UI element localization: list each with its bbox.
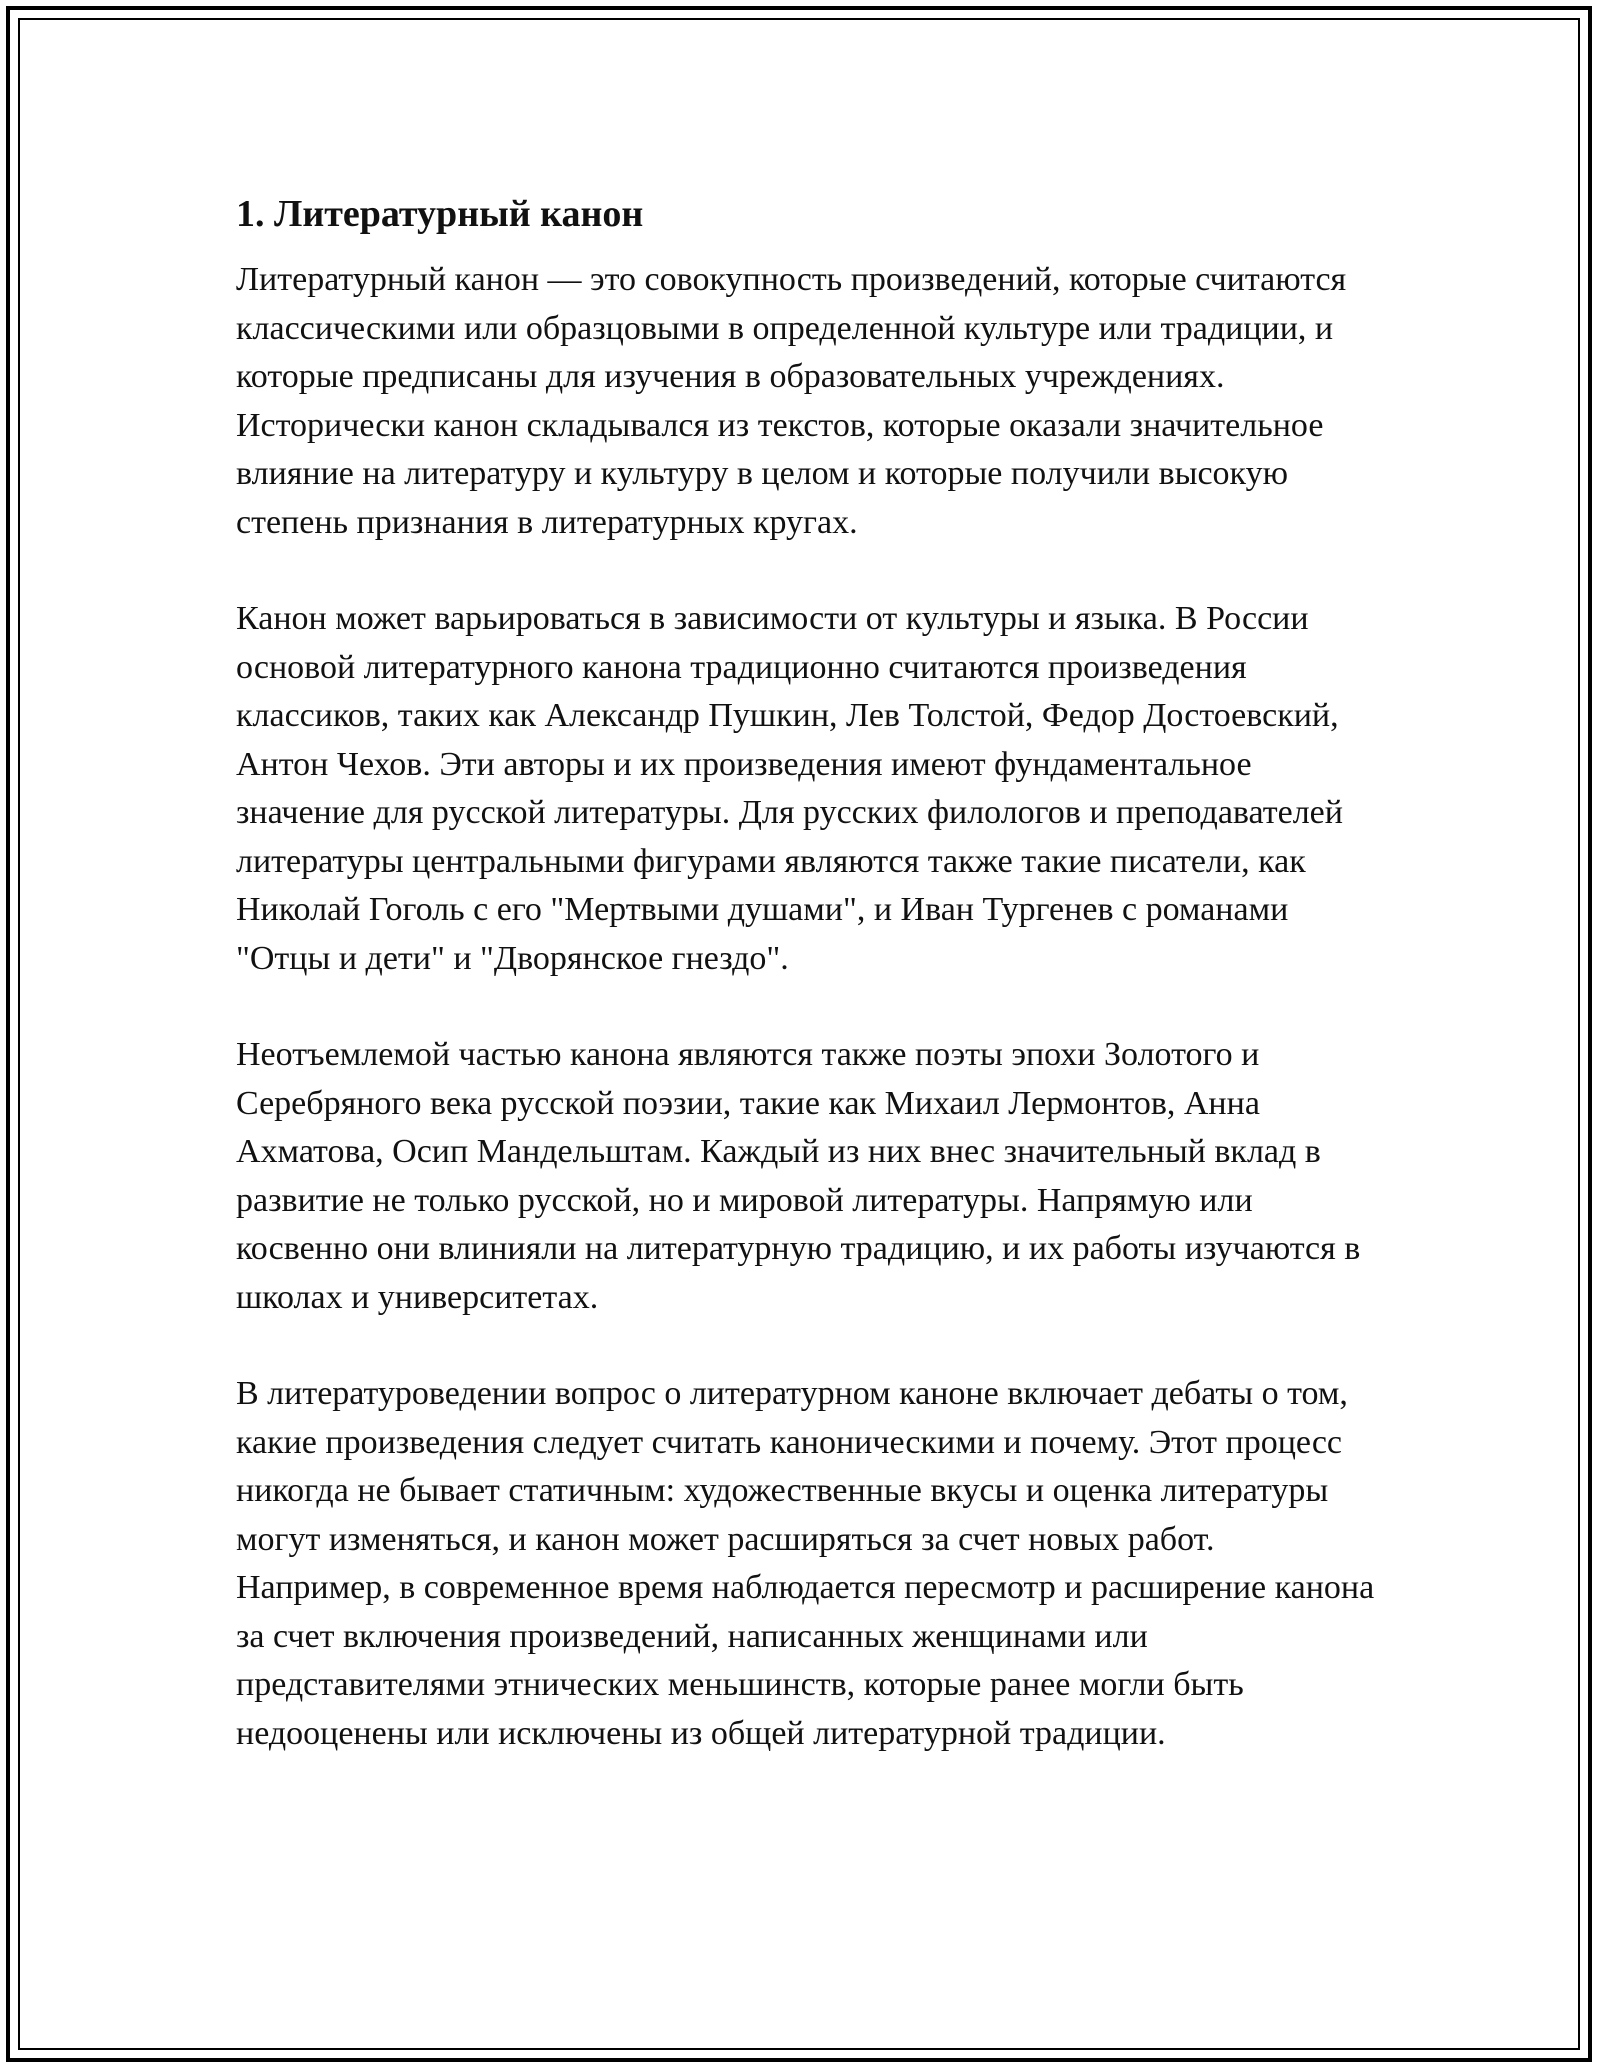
- section-title: 1. Литературный канон: [236, 193, 644, 235]
- paragraph-poets: Неотъемлемой частью канона являются также поэты эпохи Золотого и Серебряного века русской поэзии, такие как Михаил Лермонтов, Анна Ахматова, Осип Мандельштам. Каждый из них внес значительный вклад в развитие не только русской, но и мировой литературы. Напрямую или косвенно они влинияли на литературную традицию, и их работы изучаются в школах и университетах.: [236, 1036, 1361, 1316]
- paragraph-canon-variation: Канон может варьироваться в зависимости от культуры и языка. В России основой литературного канона традиционно считаются произведения классиков, таких как Александр Пушкин, Лев Толстой, Федор Достоевский, Антон Чехов. Эти авторы и их произведения имеют фундаментальное значение для русской литературы. Для русских филологов и преподавателей литературы центральными фигурами являются также такие писатели, как Николай Гоголь с его "Мертвыми душами", и Иван Тургенев с романами "Отцы и дети" и "Дворянское гнездо".: [236, 600, 1343, 977]
- paragraph-canon-definition: Литературный канон — это совокупность произведений, которые считаются классическими или образцовыми в определенной культуре или традиции, и которые предписаны для изучения в образовательных учреждениях. Исторически канон складывался из текстов, которые оказали значительное влияние на литературу и культуру в целом и которые получили высокую степень признания в литературных кругах.: [236, 261, 1347, 541]
- document-body: [236, 186, 1376, 1806]
- paragraph-canon-debates: В литературоведении вопрос о литературном каноне включает дебаты о том, какие произведения следует считать каноническими и почему. Этот процесс никогда не бывает статичным: художественные вкусы и оценка литературы могут изменяться, и канон может расширяться за счет новых работ. Например, в современное время наблюдается пересмотр и расширение канона за счет включения произведений, написанных женщинами или представителями этнических меньшинств, которые ранее могли быть недооценены или исключены из общей литературной традиции.: [236, 1375, 1375, 1752]
